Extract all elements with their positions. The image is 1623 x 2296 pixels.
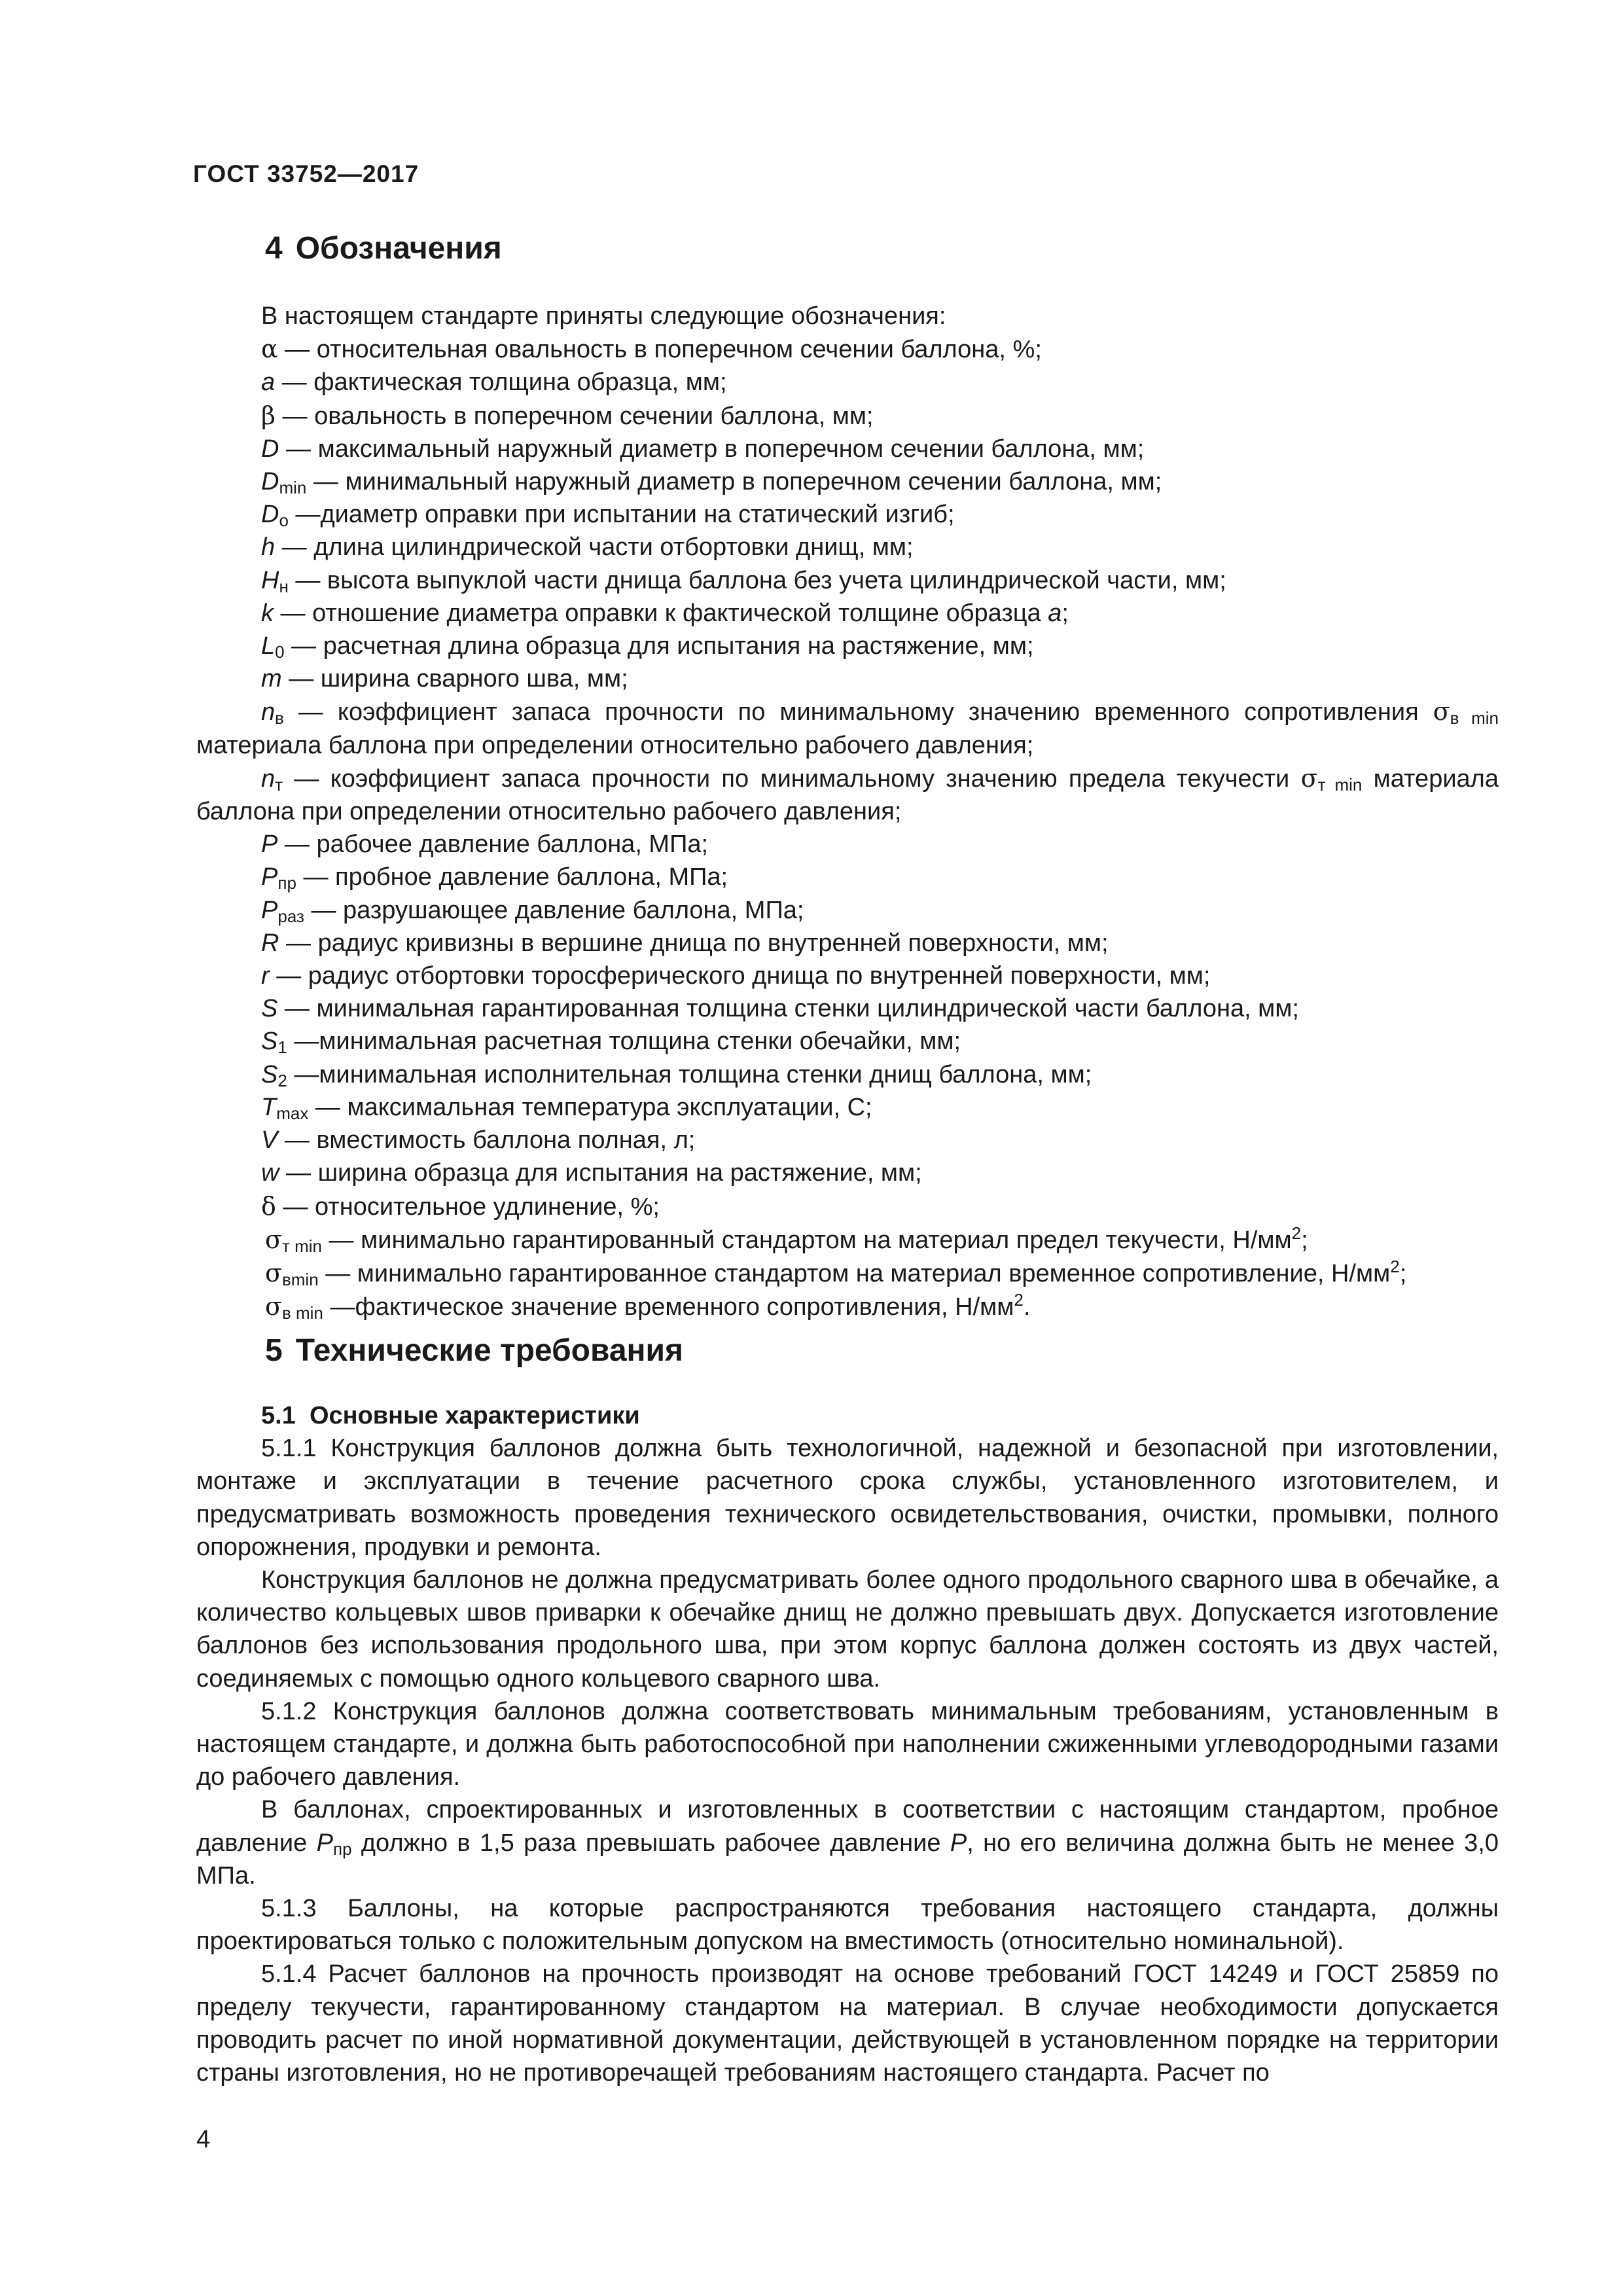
definition-item: [196, 1124, 1499, 1157]
text-run: , но его величина должна быть не менее 3,0 МПа.: [196, 1829, 1499, 1890]
definition-text: — коэффициент запаса прочности по минимальному значению предела текучести: [283, 764, 1301, 793]
definition-item: [196, 1223, 1499, 1257]
paragraph-5-1-4: 5.1.4 Расчет баллонов на прочность производят на основе требований ГОСТ 14249 и ГОСТ 25859 по пределу текучести, гарантированному стандартом на материал. В случае необходимости допускается проводить расчет по иной нормативной документации, действующей в установленном порядке на территории страны изготовления, но не противоречащей требованиям настоящего стандарта. Расчет по: [196, 1960, 1499, 2087]
symbol-subscript: вmin: [281, 1269, 319, 1289]
definition-text: — минимальный наружный диаметр в поперечном сечении баллона, мм;: [306, 468, 1162, 496]
symbol: T: [261, 1093, 277, 1121]
definition-end: ;: [1061, 599, 1069, 627]
definition-text: — относительное удлинение, %;: [276, 1193, 660, 1221]
symbol-subscript: o: [279, 511, 289, 531]
definition-n-t: [196, 762, 1499, 828]
definition-item: [196, 1157, 1499, 1189]
definition-item: [196, 465, 1499, 498]
superscript: 2: [1390, 1256, 1400, 1276]
paragraph-5-1-2-cont: [196, 1793, 1499, 1892]
definition-text: —фактическое значение временного сопротивления, Н/мм: [323, 1293, 1014, 1321]
symbol: P: [950, 1829, 967, 1857]
symbol: n: [261, 764, 276, 793]
definition-text: — высота выпуклой части днища баллона без учета цилиндрической части, мм;: [288, 566, 1226, 594]
symbol: a: [1048, 599, 1062, 627]
subsection-title: Основные характеристики: [309, 1402, 640, 1429]
symbol-subscript: пр: [277, 873, 296, 893]
definition-item: [196, 828, 1499, 861]
definitions-list: [196, 300, 1499, 1323]
definitions-group-2: [196, 762, 1499, 1223]
symbol: S: [261, 995, 278, 1023]
symbol: β: [261, 401, 276, 430]
symbol: m: [261, 665, 282, 693]
page-number: 4: [196, 2126, 211, 2153]
symbol: σ: [1300, 763, 1318, 793]
symbol: σ: [265, 1225, 282, 1254]
definition-item: [196, 1091, 1499, 1124]
definition-text: — минимально гарантированное стандартом на материал временное сопротивление, Н/мм: [318, 1259, 1391, 1287]
symbol: a: [261, 368, 276, 397]
definition-text: материала баллона при определении относительно рабочего давления;: [196, 731, 1034, 759]
definition-text: — ширина сварного шва, мм;: [281, 665, 628, 693]
section-4-heading: [265, 230, 502, 266]
symbol-subscript: пр: [332, 1839, 352, 1859]
definition-item: [196, 1190, 1499, 1223]
symbol-subscript: в min: [1450, 708, 1499, 728]
definition-item: [196, 662, 1499, 695]
definition-item: [196, 597, 1499, 630]
section-title: Обозначения: [295, 231, 502, 266]
definition-text: — отношение диаметра оправки к фактической толщине образца: [274, 599, 1048, 627]
symbol: P: [261, 896, 278, 924]
symbol: δ: [261, 1191, 276, 1221]
symbol: σ: [265, 1292, 282, 1321]
definition-text: — минимальная гарантированная толщина стенки цилиндрической части баллона, мм;: [277, 995, 1299, 1023]
symbol: D: [261, 501, 279, 529]
definition-text: —минимальная исполнительная толщина стенки днищ баллона, мм;: [287, 1060, 1092, 1088]
symbol-subscript: т min: [1317, 774, 1363, 795]
definition-text: — овальность в поперечном сечении баллона, мм;: [275, 402, 874, 430]
text-run: В баллонах, спроектированных и изготовленных в соответствии с настоящим стандартом, пробное давление: [196, 1796, 1499, 1857]
symbol: P: [261, 831, 278, 859]
definition-item: [196, 1025, 1499, 1058]
paragraph-5-1-1-cont: Конструкция баллонов не должна предусматривать более одного продольного сварного шва в обечайке, а количество кольцевых швов приварки к обечайке днищ не должно превышать двух. Допускается изготовление баллонов без использования продольного шва, при этом корпус баллона должен состоять из двух частей, соединяемых с помощью одного кольцевого сварного шва.: [196, 1566, 1499, 1693]
definitions-intro: В настоящем стандарте приняты следующие обозначения:: [261, 302, 946, 330]
symbol: α: [261, 334, 278, 364]
definition-text: — ширина образца для испытания на растяжение, мм;: [279, 1159, 922, 1187]
definition-text: материала баллона при определении относительно рабочего давления;: [196, 764, 1499, 826]
definition-end: ;: [1399, 1259, 1407, 1287]
definition-item: [196, 861, 1499, 893]
symbol-subscript: раз: [277, 906, 304, 926]
definition-item: [196, 564, 1499, 597]
symbol: P: [261, 863, 278, 891]
symbol: σ: [265, 1258, 282, 1287]
symbol-subscript: н: [279, 576, 289, 596]
symbol: D: [261, 468, 279, 496]
definition-text: — коэффициент запаса прочности по минимальному значению временного сопротивления: [283, 698, 1433, 726]
definition-item: [196, 332, 1499, 366]
symbol-subscript: т min: [281, 1236, 322, 1256]
definition-text: — минимально гарантированный стандартом на материал предел текучести, Н/мм: [321, 1226, 1292, 1254]
paragraph-5-1-3: 5.1.3 Баллоны, на которые распространяются требования настоящего стандарта, должны проектироваться только с положительным допуском на вместимость (относительно номинальной).: [196, 1895, 1499, 1956]
symbol: H: [261, 566, 279, 594]
paragraph-5-1-2: 5.1.2 Конструкция баллонов должна соответствовать минимальным требованиям, установленным в настоящем стандарте, и должна быть работоспособной при наполнении сжиженными углеводородными газами до рабочего давления.: [196, 1697, 1499, 1791]
definition-item: [196, 498, 1499, 531]
symbol: n: [261, 698, 276, 726]
symbol: D: [261, 435, 279, 463]
text-run: должно в 1,5 раза превышать рабочее давление: [351, 1829, 950, 1857]
definition-item: [196, 960, 1499, 992]
symbol: P: [316, 1829, 333, 1857]
definition-text: — относительная овальность в поперечном сечении баллона, %;: [277, 336, 1042, 364]
paragraph-5-1-1: 5.1.1 Конструкция баллонов должна быть технологичной, надежной и безопасной при изготовлении, монтаже и эксплуатации в течение расчетного срока службы, установленного изготовителем, и предусматривать возможность проведения технического освидетельствования, очистки, промывки, полного опорожнения, продувки и ремонта.: [196, 1435, 1499, 1561]
symbol-subscript: 0: [275, 642, 285, 662]
definition-item: [196, 992, 1499, 1025]
definition-text: — радиус кривизны в вершине днища по внутренней поверхности, мм;: [279, 929, 1109, 957]
superscript: 2: [1291, 1223, 1302, 1243]
definition-text: —диаметр оправки при испытании на статический изгиб;: [288, 501, 955, 529]
definition-item: [196, 433, 1499, 465]
section-5-heading: [265, 1333, 683, 1369]
symbol-subscript: 2: [277, 1070, 287, 1090]
definition-item: [196, 1058, 1499, 1091]
definition-item: [196, 1257, 1499, 1290]
definition-text: — длина цилиндрической части отбортовки днищ, мм;: [275, 533, 914, 562]
superscript: 2: [1014, 1290, 1024, 1310]
definition-text: — разрушающее давление баллона, МПа;: [304, 896, 804, 924]
definition-text: — максимальная температура эксплуатации, С;: [308, 1093, 872, 1121]
definition-item: [196, 630, 1499, 662]
section-title: Технические требования: [295, 1333, 684, 1368]
symbol: w: [261, 1159, 279, 1187]
definition-end: ;: [1301, 1226, 1308, 1254]
section-5-body: [196, 1399, 1499, 2089]
symbol: r: [261, 962, 270, 990]
symbol-subscript: в: [275, 708, 284, 728]
definitions-sigma-group: [196, 1223, 1499, 1324]
definitions-group-1: [196, 332, 1499, 695]
definition-text: — рабочее давление баллона, МПа;: [277, 831, 709, 859]
definition-item: [196, 399, 1499, 433]
subsection-number: 5.1: [261, 1402, 296, 1429]
definition-text: — расчетная длина образца для испытания на растяжение, мм;: [284, 632, 1034, 660]
definition-item: [196, 1290, 1499, 1323]
definition-text: — радиус отбортовки торосферического днища по внутренней поверхности, мм;: [269, 962, 1211, 990]
definition-text: —минимальная расчетная толщина стенки обечайки, мм;: [287, 1028, 961, 1056]
symbol-subscript: т: [275, 774, 283, 795]
definition-item: [196, 927, 1499, 960]
definition-item: [196, 531, 1499, 564]
definition-item: [196, 894, 1499, 927]
symbol-subscript: в min: [281, 1303, 323, 1323]
symbol: S: [261, 1060, 278, 1088]
definition-end: .: [1023, 1293, 1031, 1321]
section-number: 5: [265, 1333, 283, 1368]
symbol-subscript: min: [279, 478, 307, 498]
definition-text: — пробное давление баллона, МПа;: [296, 863, 728, 891]
document-id: ГОСТ 33752—2017: [193, 160, 419, 187]
symbol: V: [261, 1126, 278, 1155]
definition-item: [196, 366, 1499, 399]
definition-text: — вместимость баллона полная, л;: [277, 1126, 696, 1155]
symbol-subscript: max: [276, 1103, 309, 1123]
subsection-5-1-heading: [196, 1399, 1499, 1432]
definition-text: — фактическая толщина образца, мм;: [275, 368, 727, 397]
symbol: L: [261, 632, 276, 660]
symbol: S: [261, 1028, 278, 1056]
symbol: k: [261, 599, 274, 627]
section-number: 4: [265, 231, 283, 266]
symbol: h: [261, 533, 276, 562]
symbol: σ: [1433, 697, 1450, 726]
symbol-subscript: 1: [277, 1037, 287, 1058]
definition-text: — максимальный наружный диаметр в поперечном сечении баллона, мм;: [279, 435, 1145, 463]
symbol: R: [261, 929, 279, 957]
